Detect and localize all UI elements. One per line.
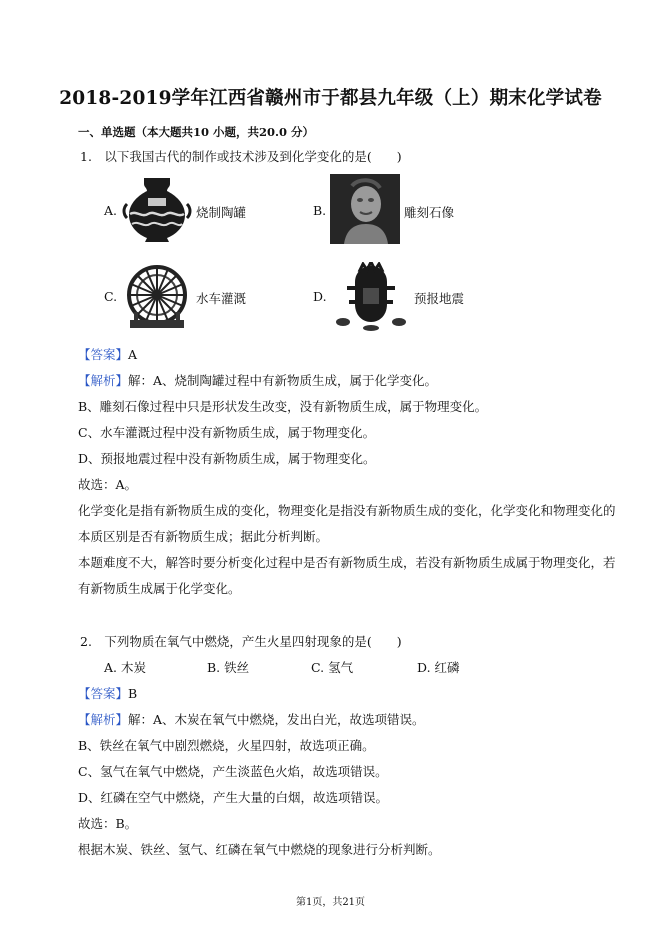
answer-tag: 【答案】: [78, 686, 129, 701]
analysis-tag: 【解析】: [78, 712, 129, 727]
q1-analysis-line: 本质区别是否有新物质生成；据此分析判断。: [78, 529, 329, 544]
question-1-stem: 1. 以下我国古代的制作或技术涉及到化学变化的是( ): [80, 149, 402, 164]
q2-answer-row: [78, 684, 137, 702]
q1-analysis-first: [78, 371, 437, 389]
question-2-stem: 2. 下列物质在氧气中燃烧，产生火星四射现象的是( ): [80, 634, 402, 649]
q1-analysis-line: B、雕刻石像过程中只是形状发生改变，没有新物质生成，属于物理变化。: [78, 399, 488, 414]
analysis-tag: 【解析】: [78, 373, 129, 388]
q2-analysis-line: 解：A、木炭在氧气中燃烧，发出白光，故选项错误。: [128, 712, 425, 727]
q2-option-a: A. 木炭: [104, 660, 146, 675]
q2-analysis-first: [78, 710, 425, 728]
q1-analysis-line: 有新物质生成属于化学变化。: [78, 581, 241, 596]
option-a-label: 烧制陶罐: [196, 205, 247, 220]
page-title: 2018-2019学年江西省赣州市于都县九年级（上）期末化学试卷: [59, 88, 602, 109]
q2-option-d: D. 红磷: [417, 660, 460, 675]
option-c-label: 水车灌溉: [196, 291, 247, 306]
option-b-letter: B.: [313, 203, 327, 218]
option-a-letter: A.: [104, 203, 118, 218]
q1-analysis-line: 解：A、烧制陶罐过程中有新物质生成，属于化学变化。: [128, 373, 438, 388]
q2-analysis-line: D、红磷在空气中燃烧，产生大量的白烟，故选项错误。: [78, 790, 389, 805]
q2-analysis-line: C、氢气在氧气中燃烧，产生淡蓝色火焰，故选项错误。: [78, 764, 388, 779]
q2-analysis-line: 根据木炭、铁丝、氢气、红磷在氧气中燃烧的现象进行分析判断。: [78, 842, 441, 857]
q2-answer: B: [128, 686, 138, 701]
option-d-label: 预报地震: [414, 291, 465, 306]
option-d-letter: D.: [313, 289, 327, 304]
pottery-jar-icon: [122, 174, 192, 244]
q1-answer-row: [78, 345, 137, 363]
page-footer: 第1页，共21页: [295, 897, 366, 908]
q1-answer: A: [128, 347, 138, 362]
option-c-letter: C.: [104, 289, 118, 304]
answer-tag: 【答案】: [78, 347, 129, 362]
q1-analysis-line: C、水车灌溉过程中没有新物质生成，属于物理变化。: [78, 425, 376, 440]
q2-option-b: B. 铁丝: [207, 660, 250, 675]
q1-analysis-line: 化学变化是指有新物质生成的变化，物理变化是指没有新物质生成的变化，化学变化和物理变化的: [78, 503, 616, 518]
q2-analysis-line: 故选：B。: [78, 816, 138, 831]
q1-analysis-line: D、预报地震过程中没有新物质生成，属于物理变化。: [78, 451, 376, 466]
section-heading: 一、单选题（本大题共10 小题，共20.0 分）: [78, 125, 315, 139]
q2-option-c: C. 氢气: [311, 660, 354, 675]
q2-analysis-line: B、铁丝在氧气中剧烈燃烧，火星四射，故选项正确。: [78, 738, 375, 753]
seismograph-icon: [333, 262, 409, 332]
stone-statue-icon: [330, 174, 400, 244]
option-b-label: 雕刻石像: [404, 205, 455, 220]
q1-analysis-line: 故选：A。: [78, 477, 138, 492]
water-wheel-icon: [122, 262, 192, 332]
q1-analysis-line: 本题难度不大，解答时要分析变化过程中是否有新物质生成，若没有新物质生成属于物理变化，若: [78, 555, 616, 570]
